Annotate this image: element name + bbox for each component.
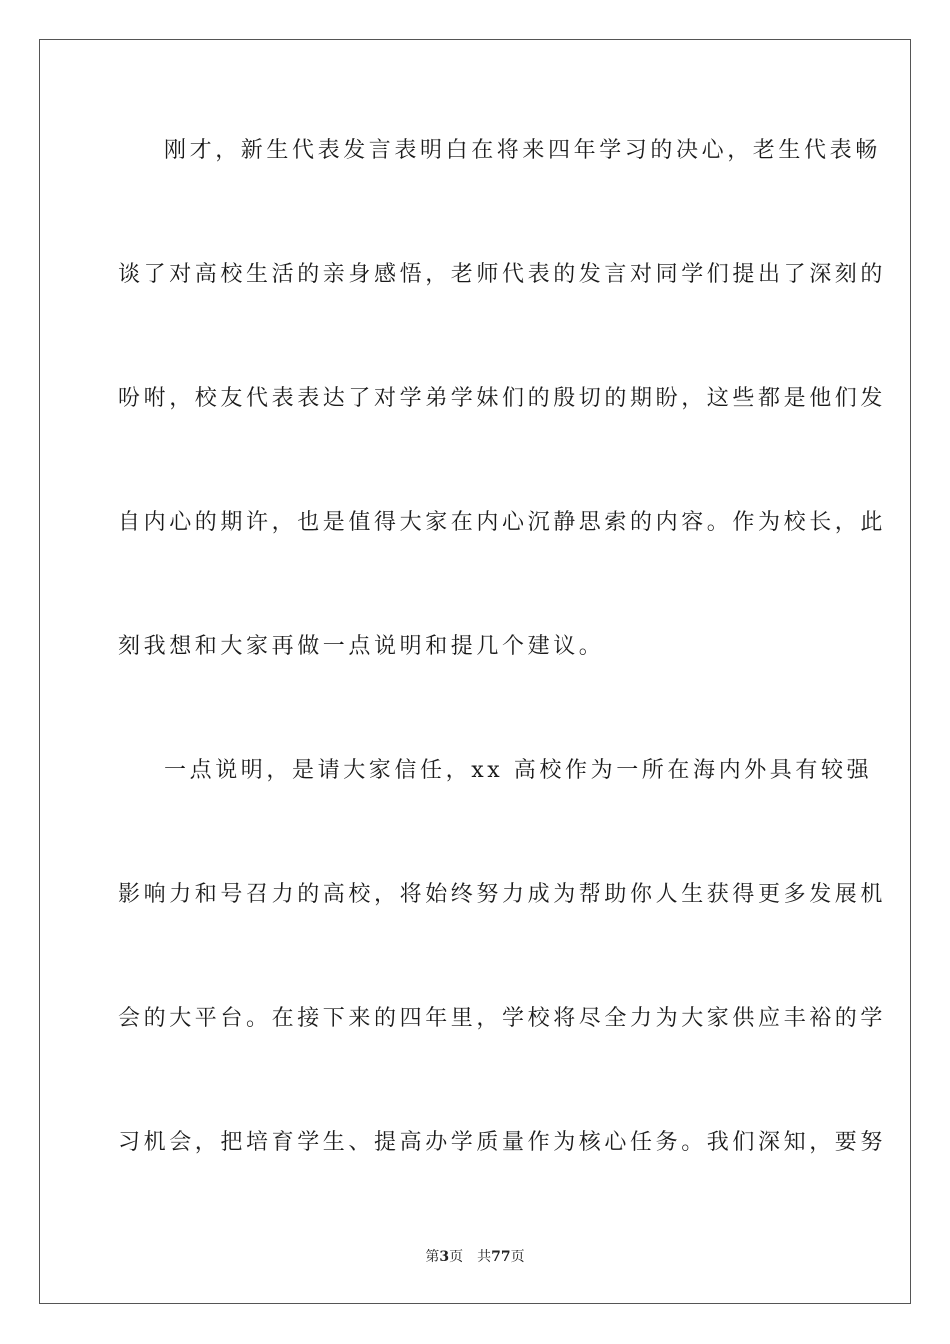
paragraph-2-line-4: 习机会，把培育学生、提高办学质量作为核心任务。我们深知，要努 xyxy=(118,1130,887,1155)
paragraph-1-line-3: 吩咐，校友代表表达了对学弟学妹们的殷切的期盼，这些都是他们发 xyxy=(118,386,887,411)
page-border xyxy=(39,39,911,1304)
paragraph-2-line-3: 会的大平台。在接下来的四年里，学校将尽全力为大家供应丰裕的学 xyxy=(118,1006,887,1031)
footer-page-suffix: 页 xyxy=(449,1249,464,1265)
paragraph-1-line-4: 自内心的期许，也是值得大家在内心沉静思索的内容。作为校长，此 xyxy=(118,510,887,535)
footer-page-number: 3 xyxy=(439,1249,450,1265)
paragraph-2-line-1: 一点说明，是请大家信任，xx 高校作为一所在海内外具有较强 xyxy=(164,758,873,783)
footer-total-pages: 77 xyxy=(491,1249,511,1265)
footer-total-suffix: 页 xyxy=(510,1249,525,1265)
paragraph-2-line-2: 影响力和号召力的高校，将始终努力成为帮助你人生获得更多发展机 xyxy=(118,882,887,907)
footer-page-prefix: 第 xyxy=(425,1249,440,1265)
paragraph-1-line-1: 刚才，新生代表发言表明白在将来四年学习的决心，老生代表畅 xyxy=(164,138,881,163)
paragraph-1-line-2: 谈了对高校生活的亲身感悟，老师代表的发言对同学们提出了深刻的 xyxy=(118,262,887,287)
paragraph-1-line-5: 刻我想和大家再做一点说明和提几个建议。 xyxy=(118,634,605,659)
page-footer xyxy=(0,1248,950,1266)
footer-total-prefix: 共 xyxy=(477,1249,492,1265)
